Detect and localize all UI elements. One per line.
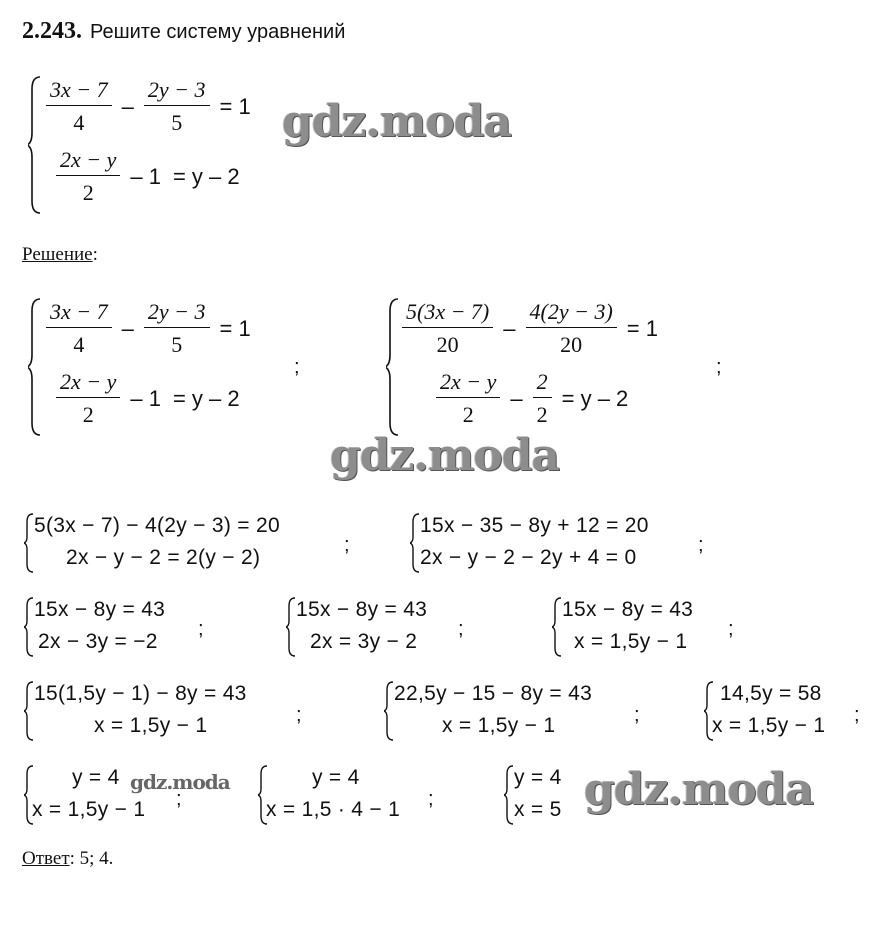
system-step-5 [24,596,204,658]
equation-line: 2x = 3y − 2 [310,630,418,653]
equation-line: 14,5y = 58 [720,682,822,705]
equation-line: y = 4 [312,766,360,789]
separator: ; [458,618,464,640]
problem-header [22,18,345,45]
answer-line: Ответ: 5; 4. [22,848,114,869]
equation-line: x = 1,5y − 1 [32,798,146,821]
system-step-6 [286,596,466,658]
system-step-8 [24,680,304,742]
equation-line: x = 1,5y − 1 [574,630,688,653]
equation-line: x = 1,5y − 1 [712,714,826,737]
equation-line: $\frac{3x - 7}{4}$ – $\frac{2y - 3}{5}$ = 1 [42,77,257,136]
brace-icon [24,596,34,658]
system-step-7 [552,596,732,658]
equation-line: x = 1,5y − 1 [94,714,208,737]
equation-line: $\frac{2x - y}{2}$ – 1 = y – 2 [52,147,246,206]
separator: ; [176,788,182,810]
separator: ; [296,704,302,726]
equation-line: 2x − y − 2 = 2(y − 2) [66,546,261,569]
system-step-2 [386,297,716,437]
system-step-3 [24,512,354,574]
equation-line: $\frac{5(3x - 7)}{20}$ – $\frac{4(2y - 3)}{20}$ = 1 [398,299,664,358]
equation-line: y = 4 [72,766,120,789]
equation-line: $\frac{2x - y}{2}$ – $\frac{2}{2}$ = y – 2 [432,369,634,428]
equation-line: 5(3x − 7) − 4(2y − 3) = 20 [34,514,280,537]
equation-line: 15(1,5y − 1) − 8y = 43 [34,682,247,705]
system-given [28,75,288,215]
equation-line: $\frac{3x - 7}{4}$ – $\frac{2y - 3}{5}$ = 1 [42,299,257,358]
equation-line: x = 1,5y − 1 [442,714,556,737]
separator: ; [294,356,300,378]
brace-icon [28,75,42,215]
brace-icon [384,680,394,742]
separator: ; [198,618,204,640]
separator: ; [854,704,860,726]
system-step-10 [704,680,864,742]
system-step-4 [410,512,710,574]
system-step-1 [28,297,298,437]
brace-icon [504,764,514,826]
equation-line: 2x − y − 2 − 2y + 4 = 0 [420,546,637,569]
system-answer [504,764,594,826]
brace-icon [24,512,34,574]
brace-icon [410,512,420,574]
separator: ; [428,788,434,810]
answer-value: 5; 4. [79,848,114,869]
equation-line: 2x − 3y = −2 [38,630,158,653]
fraction: $\frac{2y - 3}{5}$ [144,77,210,136]
separator: ; [728,618,734,640]
separator: ; [716,356,722,378]
equation-line: 15x − 8y = 43 [34,598,166,621]
brace-icon [286,596,296,658]
problem-text: Решите систему уравнений [90,21,346,43]
system-step-9 [384,680,634,742]
equation-line: 15x − 8y = 43 [562,598,694,621]
separator: ; [634,704,640,726]
system-step-12 [258,764,438,826]
brace-icon [24,680,34,742]
equation-line: x = 5 [514,798,562,821]
solution-label: Решение: [22,244,98,265]
separator: ; [698,534,704,556]
fraction: $\frac{2x - y}{2}$ [56,147,120,206]
watermark: gdz.moda [282,96,512,147]
equation-line: x = 1,5 · 4 − 1 [266,798,401,821]
equation-line: 22,5y − 15 − 8y = 43 [394,682,593,705]
equation-line: 15x − 35 − 8y + 12 = 20 [420,514,649,537]
separator: ; [344,534,350,556]
answer-label: Ответ [22,848,70,869]
fraction: $\frac{3x - 7}{4}$ [46,77,112,136]
brace-icon [552,596,562,658]
problem-number: 2.243. [22,18,82,44]
brace-icon [28,297,42,437]
watermark: gdz.moda [584,764,814,815]
equation-line: y = 4 [514,766,562,789]
equation-line: 15x − 8y = 43 [296,598,428,621]
equation-line: $\frac{2x - y}{2}$ – 1 = y – 2 [52,369,246,428]
watermark: gdz.moda [130,770,230,794]
watermark: gdz.moda [330,430,560,481]
